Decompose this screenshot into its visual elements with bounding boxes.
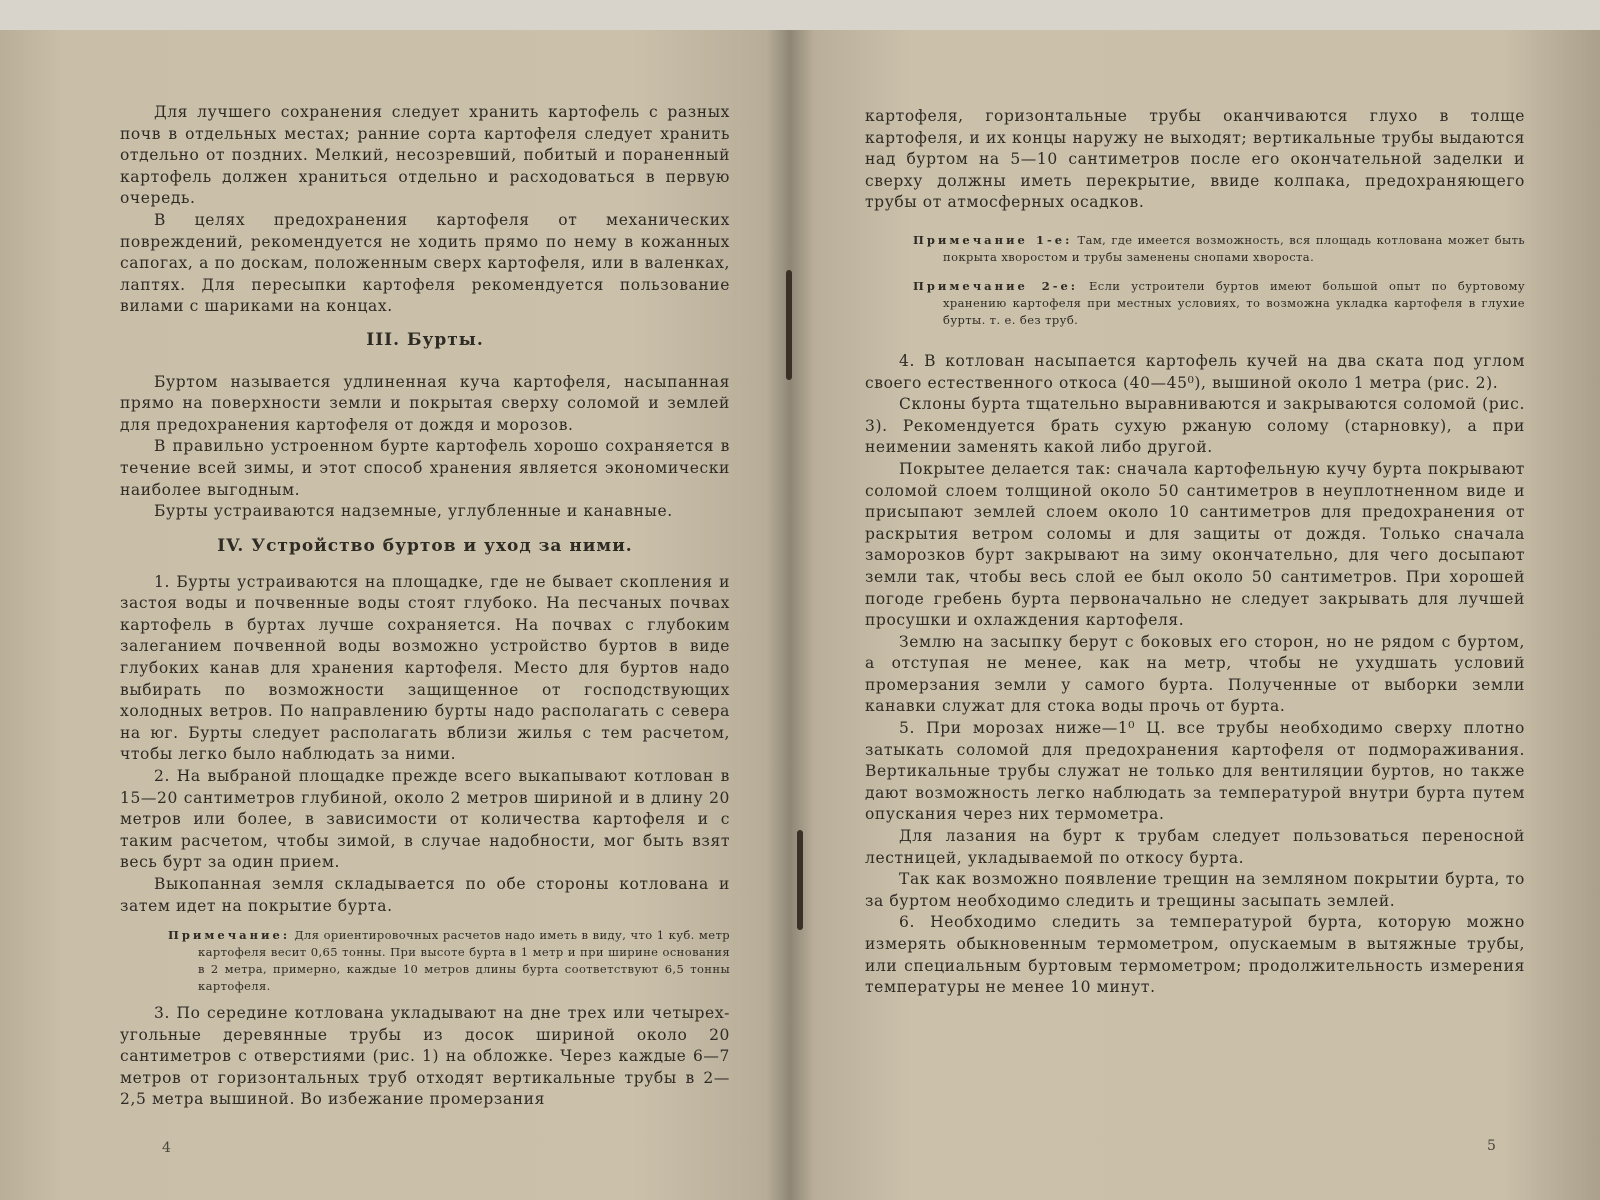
paragraph: Для лучшего сохранения следует хранить картофель с разных почв в отдельных местах; ранние сорта картофеля следует хранить отдельно от поздних. Мелкий, несозревший, побитый и пораненный картофель должен храниться отдельно и расходоваться в первую очередь. bbox=[120, 103, 730, 208]
binding-staple bbox=[786, 270, 792, 380]
paragraph: Так как возможно появление трещин на земляном покрытии бурта, то за буртом необходимо следить и трещины засыпать землей. bbox=[865, 870, 1525, 910]
page-number: 4 bbox=[162, 1140, 171, 1156]
left-section-4 bbox=[120, 536, 730, 1111]
footnote bbox=[168, 927, 730, 995]
paragraph: В правильно устроенном бурте картофель хорошо сохраняется в течение всей зимы, и этот способ хранения является экономически наиболее выгодным. bbox=[120, 437, 730, 499]
paragraph: Покрытее делается так: сначала картофельную кучу бурта покрывают соломой слоем толщиной около 50 сантиметров в неуплотненном виде и присыпают землей слоем около 10 сантиметров для предохранения от раскрытия ветром соломы и для защиты от дождя. Только сначала заморозков бурт закрывают на зиму окончательно, для чего досыпают земли так, чтобы весь слой ее был около 50 сантиметров. При хорошей погоде гребень бурта первоначально не следует закрывать для лучшей просушки и охлаждения картофеля. bbox=[865, 459, 1525, 630]
section-heading: IV. Устройство буртов и уход за ними. bbox=[217, 536, 633, 556]
paragraph: Бурты устраиваются надземные, углубленные и канавные. bbox=[154, 502, 673, 521]
paragraph: Для лазания на бурт к трубам следует пользоваться переносной лестницей, укладываемой по откосу бурта. bbox=[865, 827, 1525, 867]
paragraph: В целях предохранения картофеля от механических повреждений, рекомендуется не ходить прямо по нему в кожанных сапогах, а по доскам, положенным сверх картофеля, или в валенках, лаптях. Для пересыпки картофеля рекомендуется пользование вилами с шариками на концах. bbox=[120, 210, 730, 316]
note-text: Если устроители буртов имеют большой опыт по буртовому хранению картофеля при местных условиях, то возможна укладка картофеля в глухие бурты. т. е. без труб. bbox=[943, 278, 1525, 327]
note-lead: Примечание 2-е: bbox=[913, 278, 1079, 293]
paragraph: Склоны бурта тщательно выравниваются и закрываются соломой (рис. 3). Рекомендуется брать сухую ржаную солому (старновку), а при неимении заменять какой либо другой. bbox=[865, 395, 1525, 457]
paragraph: 6. Необходимо следить за температурой бурта, которую можно измерять обыкновенным термометром, опускаемым в вытяжные трубы, или специальным буртовым термометром; продолжительность измерения температуры не менее 10 минут. bbox=[865, 913, 1525, 997]
note-lead: Примечание: bbox=[168, 928, 291, 943]
right-page bbox=[790, 30, 1600, 1200]
section-heading: III. Бурты. bbox=[366, 330, 484, 350]
left-text-top bbox=[120, 102, 730, 318]
paragraph: Буртом называется удлиненная куча картофеля, насыпанная прямо на поверхности земли и покрытая сверху соломой и землей для предохранения картофеля от дождя и морозов. bbox=[120, 372, 730, 434]
note-text: Для ориентировочных расчетов надо иметь в виду, что 1 куб. метр картофеля весит 0,65 тонны. При высоте бурта в 1 метр и при ширине основания в 2 метра, примерно, каждые 10 метров длины бурта соответствуют 6,5 тонны картофеля. bbox=[198, 928, 730, 994]
paragraph: картофеля, горизонтальные трубы оканчиваются глухо в толще картофеля, и их концы наружу не выходят; вертикальные трубы выдаются над буртом на 5—10 сантиметров после его окончательной заделки и сверху должны иметь перекрытие, ввиде колпака, предохраняющего трубы от атмосферных осадков. bbox=[865, 107, 1525, 212]
paragraph: 5. При морозах ниже—1⁰ Ц. все трубы необходимо сверху плотно затыкать соломой для предохранения картофеля от подмораживания. Вертикальные трубы служат не только для вентиляции буртов, но также дают возможность легко наблюдать за температурой внутри бурта путем опускания через них термометра. bbox=[865, 719, 1525, 824]
note-lead: Примечание 1-е: bbox=[913, 232, 1073, 247]
paragraph: 1. Бурты устраиваются на площадке, где не бывает скопления и застоя воды и почвенные воды стоят глубоко. На песчаных почвах картофель в буртах лучше сохраняется. На почвах с глубоким залеганием почвенной воды возможно устройство буртов в виде глубоких канав для хранения картофеля. Место для буртов надо выбирать по возможности защищенное от господствующих холодных ветров. По направлению бурты надо располагать с севера на юг. Бурты следует располагать вблизи жилья с тем расчетом, чтобы легко было наблюдать за ними. bbox=[120, 572, 730, 764]
footnote-1 bbox=[913, 232, 1525, 266]
paragraph: 3. По середине котлована укладывают на дне трех или четырех-угольные деревянные трубы из досок шириной около 20 сантиметров с отверстиями (рис. 1) на обложке. Через каждые 6—7 метров от горизонтальных труб отходят вертикальные трубы в 2—2,5 метра вышиной. Во избежание промерзания bbox=[120, 1004, 730, 1109]
paragraph: Землю на засыпку берут с боковых его сторон, но не рядом с буртом, а отступая не менее, как на метр, чтобы не ухудшать условий промерзания земли у самого бурта. Полученные от выборки земли канавки служат для стока воды прочь от бурта. bbox=[865, 632, 1525, 716]
page-number: 5 bbox=[1487, 1138, 1496, 1154]
paragraph: 2. На выбраной площадке прежде всего выкапывают котлован в 15—20 сантиметров глубиной, около 2 метров шириной и в длину 20 метров или более, в зависимости от количества картофеля и с таким расчетом, чтобы зимой, в случае надобности, мог быть взят весь бурт за один прием. bbox=[120, 766, 730, 872]
left-section-3 bbox=[120, 330, 730, 523]
footnote-2 bbox=[913, 278, 1525, 329]
paragraph: 4. В котлован насыпается картофель кучей на два ската под углом своего естественного откоса (40—45⁰), вышиной около 1 метра (рис. 2). bbox=[865, 351, 1525, 392]
right-text-top bbox=[865, 106, 1525, 999]
paragraph: Выкопанная земля складывается по обе стороны котлована и затем идет на покрытие бурта. bbox=[120, 874, 730, 915]
left-page bbox=[0, 30, 790, 1200]
note-text: Там, где имеется возможность, вся площадь котлована может быть покрыта хворостом и трубы заменены снопами хвороста. bbox=[943, 232, 1525, 264]
binding-staple bbox=[797, 830, 803, 930]
book-spread bbox=[0, 30, 1600, 1200]
